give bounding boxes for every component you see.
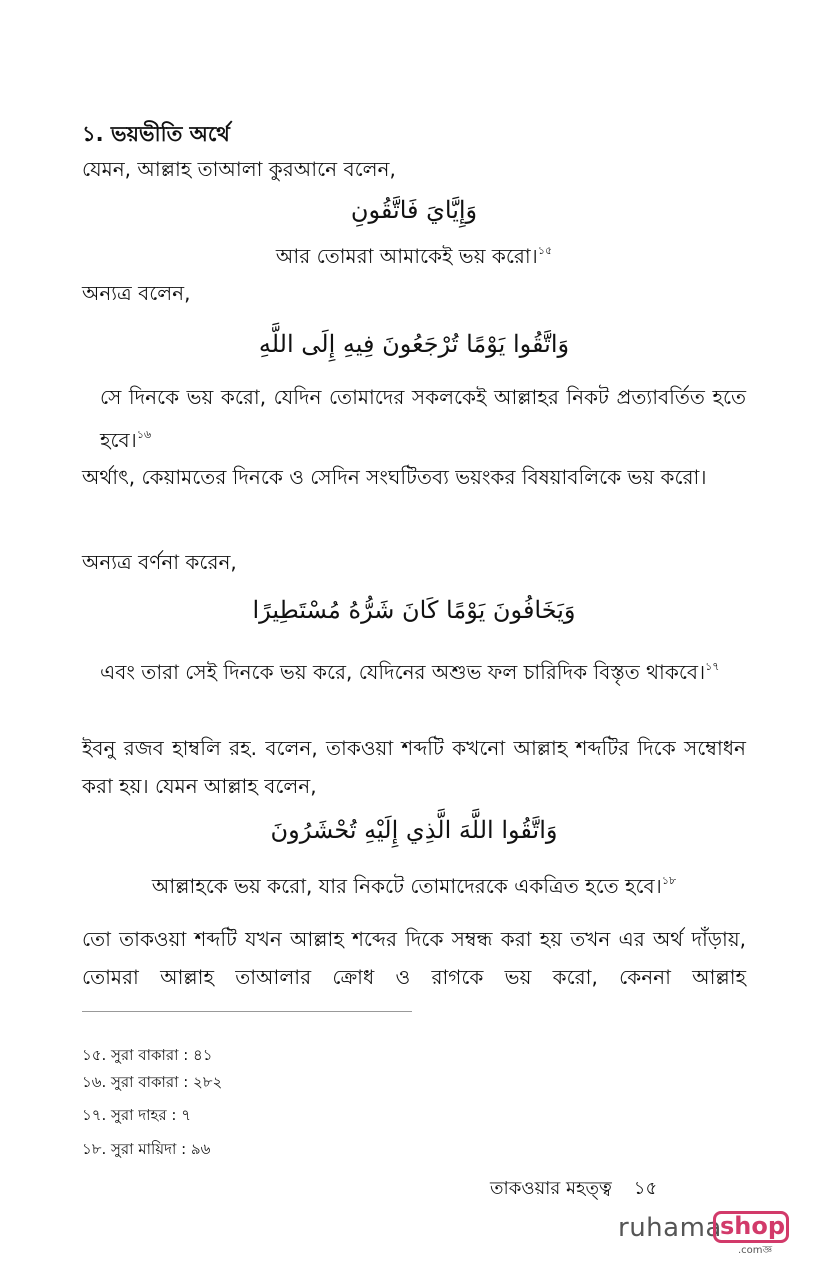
- elsewhere-text-1: অন্যত্র বলেন,: [82, 281, 191, 305]
- footnote-16: ১৬. সুরা বাকারা : ২৮২: [82, 1073, 223, 1091]
- quran-verse-4: وَاتَّقُوا اللَّهَ الَّذِي إِلَيْهِ تُحْشَرُونَ: [270, 816, 558, 844]
- page-number: ১৫: [633, 1178, 658, 1199]
- running-footer: [490, 1174, 657, 1205]
- footnote-ref-15[interactable]: ১৫: [537, 244, 553, 257]
- logo-text-ruhama: ruhama: [618, 1213, 722, 1243]
- verse-3-translation: এবং তারা সেই দিনকে ভয় করে, যেদিনের অশুভ ফল চারিদিক বিস্তৃত থাকবে।$^{১৭}$: [100, 660, 720, 684]
- footnote-ref-16[interactable]: ১৬: [136, 428, 152, 441]
- footnote-ref-17[interactable]: ১৭: [705, 660, 720, 673]
- logo-text-suffix: .comজ্ঞ: [738, 1245, 773, 1256]
- verse-4-translation: আল্লাহকে ভয় করো, যার নিকটে তোমাদেরকে একত্রিত হতে হবে।$^{১৮}$: [151, 874, 677, 898]
- footnote-divider: [82, 1011, 412, 1012]
- running-title: তাকওয়ার মহত্ত্ব: [490, 1178, 612, 1199]
- ibn-rajab-paragraph: ইবনু রজব হাম্বলি রহ. বলেন, তাকওয়া শব্দটি কখনো আল্লাহ শব্দটির দিকে সম্বোধন করা হয়। যেমন আল্লাহ বলেন,: [82, 736, 746, 798]
- verse-2-translation: সে দিনকে ভয় করো, যেদিন তোমাদের সকলকেই আল্লাহর নিকট প্রত্যাবর্তিত হতে হবে।$^{১৬}$: [100, 385, 746, 452]
- quran-verse-2: وَاتَّقُوا يَوْمًا تُرْجَعُونَ فِيهِ إِلَى اللَّهِ: [258, 330, 570, 358]
- intro-text: যেমন, আল্লাহ তাআলা কুরআনে বলেন,: [82, 157, 396, 181]
- closing-paragraph: তো তাকওয়া শব্দটি যখন আল্লাহ শব্দের দিকে সম্বন্ধ করা হয় তখন এর অর্থ দাঁড়ায়, তোমরা আল্লাহ তাআলার ক্রোধ ও রাগকে ভয় করো, কেননা আল্লাহ: [82, 927, 746, 989]
- explanation-paragraph: অর্থাৎ, কেয়ামতের দিনকে ও সেদিন সংঘটিতব্য ভয়ংকর বিষয়াবলিকে ভয় করো।: [82, 465, 707, 489]
- footnote-18: ১৮. সুরা মায়িদা : ৯৬: [82, 1140, 211, 1158]
- logo-text-shop: shop: [720, 1212, 786, 1240]
- footnote-17: ১৭. সুরা দাহর : ৭: [82, 1106, 192, 1124]
- footnote-15: ১৫. সুরা বাকারা : ৪১: [82, 1046, 213, 1064]
- quran-verse-1: وَإِيَّايَ فَاتَّقُونِ: [350, 196, 478, 224]
- logo-shop-box: [713, 1211, 789, 1243]
- quran-verse-3: وَيَخَافُونَ يَوْمًا كَانَ شَرُّهُ مُسْتَطِيرًا: [252, 596, 576, 624]
- footnote-ref-18[interactable]: ১৮: [661, 874, 677, 887]
- section-heading: ১. ভয়ভীতি অর্থে: [82, 122, 230, 146]
- elsewhere-text-2: অন্যত্র বর্ণনা করেন,: [82, 550, 237, 574]
- verse-1-translation: আর তোমরা আমাকেই ভয় করো।$^{১৫}$: [275, 244, 553, 268]
